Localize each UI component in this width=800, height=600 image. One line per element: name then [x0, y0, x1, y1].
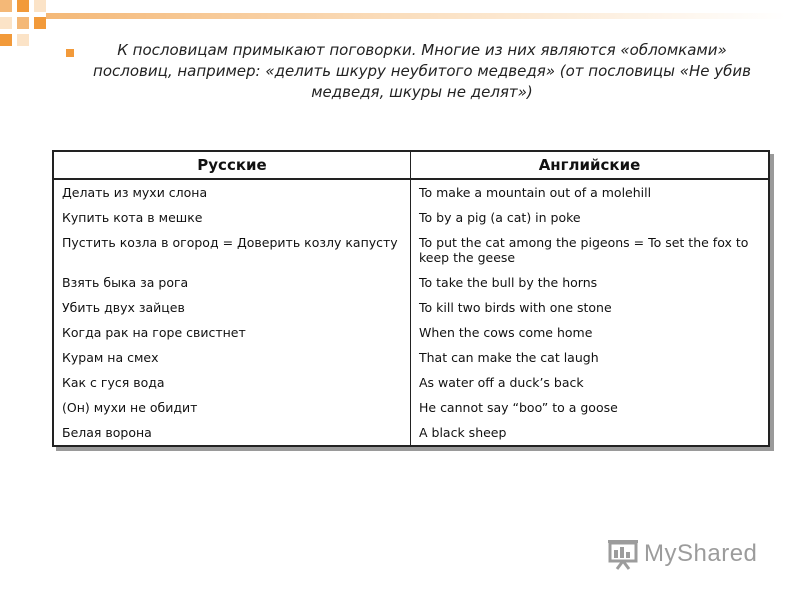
table-row	[53, 205, 769, 230]
cell-english: When the cows come home	[419, 325, 593, 340]
cell-russian: Когда рак на горе свистнет	[53, 320, 411, 345]
header-english: Английские	[411, 151, 770, 179]
cell-russian: Пустить козла в огород = Доверить козлу капусту	[53, 230, 411, 270]
proverbs-table	[52, 150, 770, 447]
table-row	[53, 320, 769, 345]
cell-russian: Купить кота в мешке	[53, 205, 411, 230]
presentation-board-icon	[608, 537, 642, 571]
cell-russian: Белая ворона	[53, 420, 411, 446]
cell-russian: Делать из мухи слона	[53, 179, 411, 205]
myshared-logo	[608, 537, 768, 571]
cell-english: A black sheep	[419, 425, 507, 440]
table-row	[53, 420, 769, 446]
cell-english: As water off a duck’s back	[419, 375, 584, 390]
intro-paragraph: К пословицам примыкают поговорки. Многие из них являются «обломками» пословиц, например: «делить шкуру неубитого медведя» (от пословицы «Не убив медведя, шкуры не делят»)	[93, 41, 751, 101]
cell-russian: Убить двух зайцев	[53, 295, 411, 320]
logo-text: MyShared	[644, 540, 758, 567]
cell-english: To by a pig (a cat) in poke	[419, 210, 581, 225]
table-row	[53, 395, 769, 420]
table-body	[53, 179, 769, 446]
cell-russian: Курам на смех	[53, 345, 411, 370]
header-russian: Русские	[53, 151, 411, 179]
cell-english: He cannot say “boo” to a goose	[419, 400, 618, 415]
table-header-row	[53, 151, 769, 179]
top-accent-bar	[46, 13, 786, 19]
cell-russian: Как с гуся вода	[53, 370, 411, 395]
table-row	[53, 370, 769, 395]
cell-english: To kill two birds with one stone	[419, 300, 612, 315]
cell-english: To make a mountain out of a molehill	[419, 185, 652, 200]
cell-english: To put the cat among the pigeons = To set the fox to keep the geese	[419, 235, 749, 265]
table-row	[53, 179, 769, 205]
cell-english: That can make the cat laugh	[419, 350, 599, 365]
bullet-icon	[66, 49, 74, 57]
cell-russian: (Он) мухи не обидит	[53, 395, 411, 420]
cell-russian: Взять быка за рога	[53, 270, 411, 295]
table-row	[53, 345, 769, 370]
cell-english: To take the bull by the horns	[419, 275, 598, 290]
table-row	[53, 270, 769, 295]
table-row	[53, 230, 769, 270]
table-row	[53, 295, 769, 320]
